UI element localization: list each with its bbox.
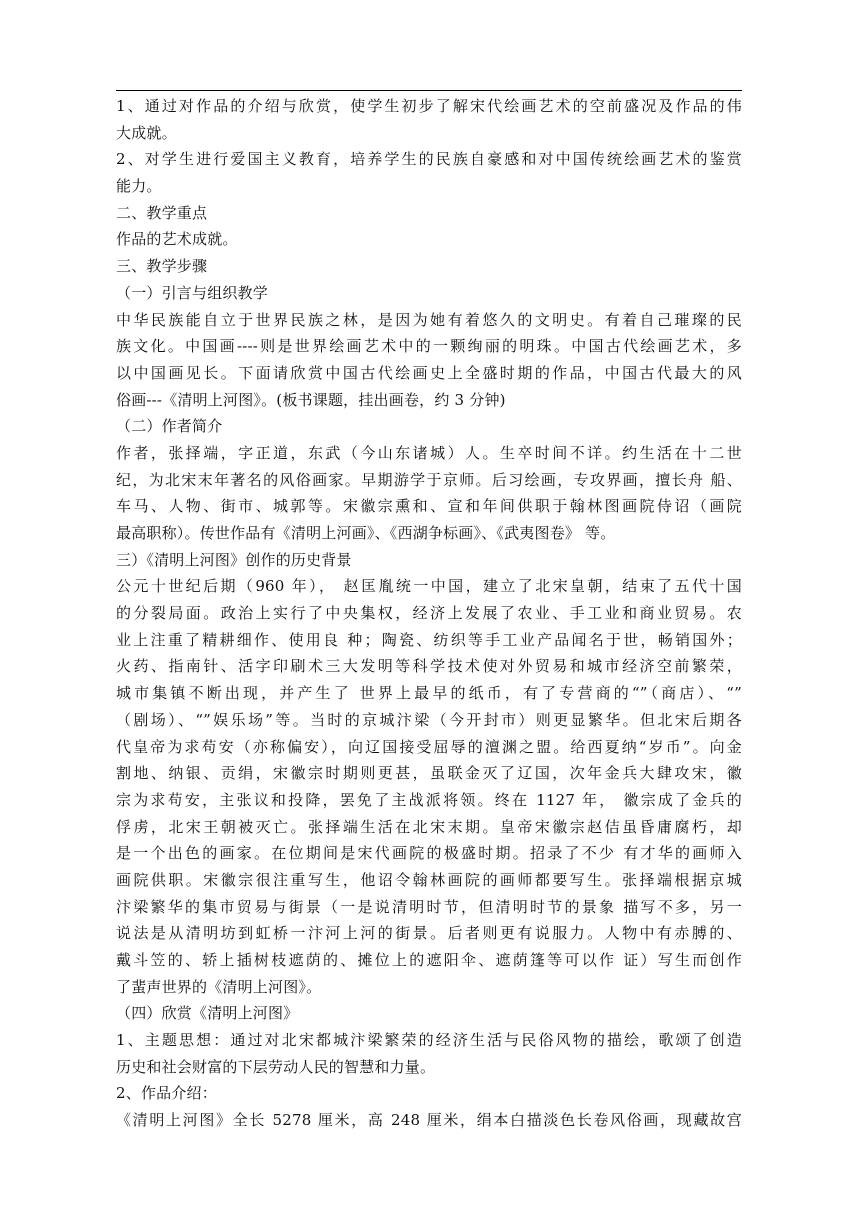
text-line: 三）《清明上河图》创作的历史背景: [116, 550, 352, 569]
text-line: （四）欣赏《清明上河图》: [116, 1004, 299, 1023]
text-line: 的分裂局面。政治上实行了中央集权，经济上发展了农业、手工业和商业贸易。农: [116, 604, 742, 623]
text-line: 2、作品介绍：: [116, 1084, 217, 1103]
text-line: 1、主题思想：通过对北宋都城汴梁繁荣的经济生活与民俗风物的描绘，歌颂了创造: [116, 1031, 742, 1050]
text-line: 火药、指南针、活字印刷术三大发明等科学技术使对外贸易和城市经济空前繁荣，: [116, 657, 742, 676]
header-rule: [116, 90, 742, 91]
text-line: 《清明上河图》全长 5278 厘米，高 248 厘米，绢本白描淡色长卷风俗画，现藏故宫: [116, 1111, 742, 1130]
text-line: （二）作者简介: [116, 417, 223, 436]
text-line: 2、对学生进行爱国主义教育，培养学生的民族自豪感和对中国传统绘画艺术的鉴赏: [116, 150, 742, 169]
text-line: 业上注重了精耕细作、使用良 种；陶瓷、纺织等手工业产品闻名于世，畅销国外；: [116, 630, 742, 649]
text-line: 宗为求苟安，主张议和投降，罢免了主战派将领。终在 1127 年， 徽宗成了金兵的: [116, 790, 742, 809]
text-line: （剧场）、“”娱乐场”等。当时的京城汴梁（今开封市）则更显繁华。但北宋后期各: [116, 710, 742, 729]
text-line: 三、教学步骤: [116, 257, 208, 276]
text-line: 割地、纳银、贡绢，宋徽宗时期则更甚，虽联金灭了辽国，次年金兵大肆攻宋，徽: [116, 764, 742, 783]
text-line: 大成就。: [116, 123, 177, 142]
text-line: 俘虏，北宋王朝被灭亡。张择端生活在北宋末期。皇帝宋徽宗赵佶虽昏庸腐朽，却: [116, 817, 742, 836]
text-line: 汴梁繁华的集市贸易与街景（一是说清明时节，但清明时节的景象 描写不多，另一: [116, 897, 742, 916]
text-line: 作者，张择端，字正道，东武（今山东诸城）人。生卒时间不详。约生活在十二世: [116, 443, 742, 462]
text-line: 俗画---《清明上河图》。(板书课题，挂出画卷，约 3 分钟): [116, 390, 506, 409]
text-line: 车马、人物、街市、城郭等。宋徽宗熏和、宣和年间供职于翰林图画院侍诏（画院: [116, 497, 742, 516]
text-line: 族文化。中国画----则是世界绘画艺术中的一颗绚丽的明珠。中国古代绘画艺术，多: [116, 337, 742, 356]
text-line: 是一个出色的画家。在位期间是宋代画院的极盛时期。招录了不少 有才华的画师入: [116, 844, 742, 863]
document-body: [116, 93, 742, 1134]
text-line: 公元十世纪后期（960 年）， 赵匡胤统一中国，建立了北宋皇朝，结束了五代十国: [116, 577, 742, 596]
text-line: 作品的艺术成就。: [116, 230, 238, 249]
text-line: 能力。: [116, 177, 162, 196]
text-line: 代皇帝为求苟安（亦称偏安），向辽国接受屈辱的澶渊之盟。给西夏纳“岁币”。向金: [116, 737, 742, 756]
text-line: 二、教学重点: [116, 203, 208, 222]
document-page: [116, 90, 742, 1134]
text-line: 历史和社会财富的下层劳动人民的智慧和力量。: [116, 1057, 436, 1076]
text-line: 戴斗笠的、轿上插树枝遮荫的、摊位上的遮阳伞、遮荫篷等可以作 证）写生而创作: [116, 951, 742, 969]
text-line: 纪，为北宋末年著名的风俗画家。早期游学于京师。后习绘画，专攻界画，擅长舟 船、: [116, 470, 742, 489]
text-line: 以中国画见长。下面请欣赏中国古代绘画史上全盛时期的作品，中国古代最大的风: [116, 363, 742, 382]
text-line: 城市集镇不断出现，并产生了 世界上最早的纸币，有了专营商的“”（商店）、“”: [116, 684, 742, 703]
text-line: 了蜚声世界的《清明上河图》。: [116, 977, 322, 996]
text-line: 画院供职。宋徽宗很注重写生，他诏令翰林画院的画师都要写生。张择端根据京城: [116, 870, 742, 889]
text-line: 最高职称）。传世作品有《清明上河画》、《西湖争标画》、《武夷图卷》 等。: [116, 524, 616, 542]
text-line: （一）引言与组织教学: [116, 283, 269, 302]
text-line: 中华民族能自立于世界民族之林，是因为她有着悠久的文明史。有着自己璀璨的民: [116, 310, 742, 329]
text-line: 说法是从清明坊到虹桥一汴河上河的街景。后者则更有说服力。人物中有赤膊的、: [116, 924, 742, 943]
text-line: 1、通过对作品的介绍与欣赏，使学生初步了解宋代绘画艺术的空前盛况及作品的伟: [116, 97, 742, 115]
